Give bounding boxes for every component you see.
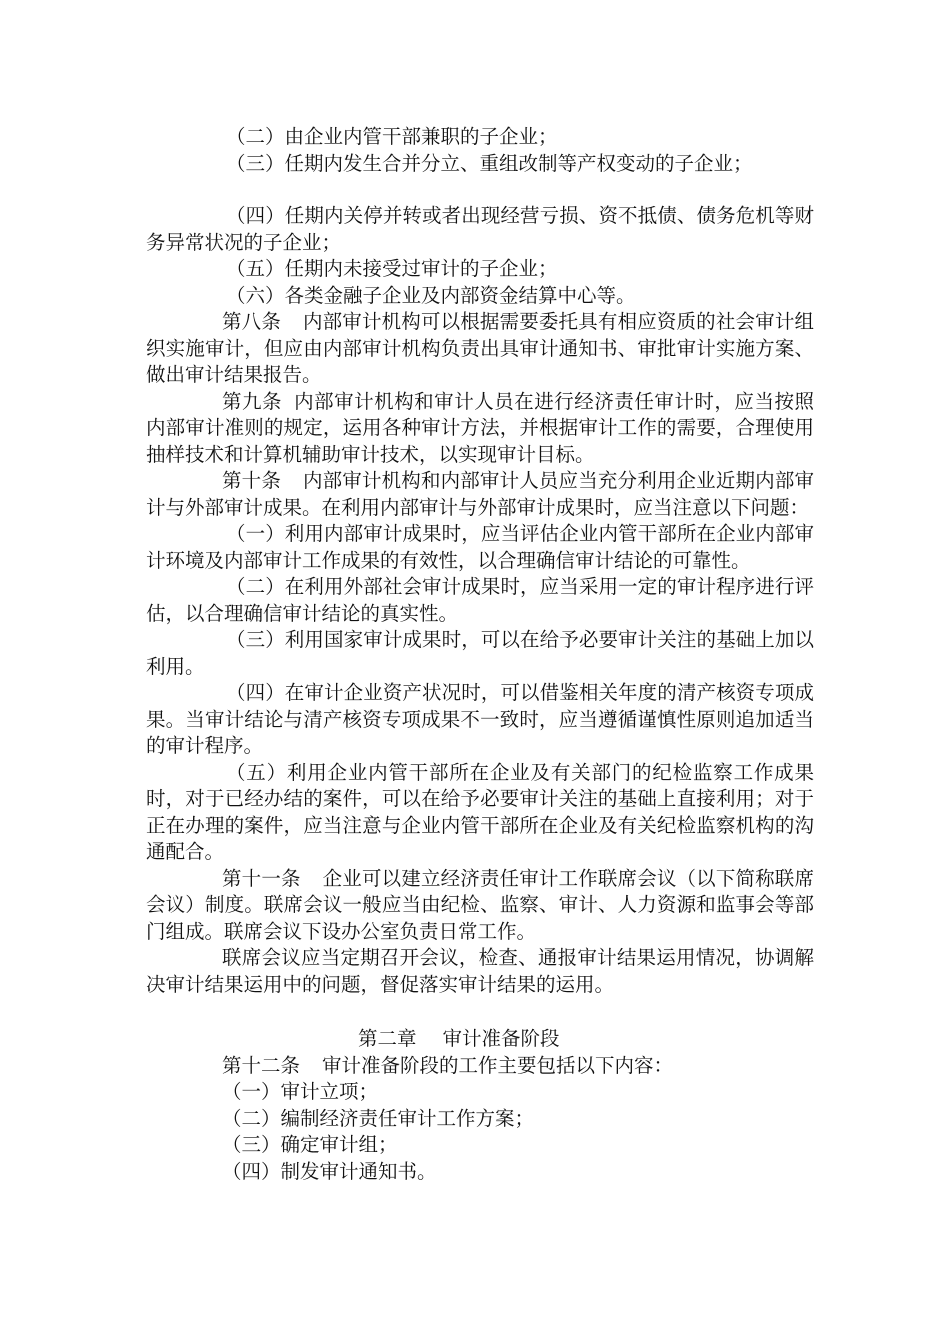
list-item: （一）利用内部审计成果时，应当评估企业内管干部所在企业内部审计环境及内部审计工作成果的有效性，以合理确信审计结论的可靠性。 [146, 522, 814, 572]
paragraph-gap [146, 998, 814, 1026]
list-item: （四）在审计企业资产状况时，可以借鉴相关年度的清产核资专项成果。当审计结论与清产核资专项成果不一致时，应当遵循谨慎性原则追加适当的审计程序。 [146, 681, 814, 757]
list-item: （三）确定审计组； [222, 1133, 398, 1156]
list-item: （六）各类金融子企业及内部资金结算中心等。 [226, 283, 636, 307]
article-heading: 第九条 [222, 389, 283, 413]
article-text: 审计准备阶段的工作主要包括以下内容： [322, 1053, 674, 1077]
article-text: 内部审计机构和内部审计人员应当充分利用企业近期内部审计与外部审计成果。在利用内部审计与外部审计成果时，应当注意以下问题： [146, 469, 814, 519]
article-heading: 第十一条 [222, 866, 301, 890]
list-item: （二）由企业内管干部兼职的子企业； [226, 125, 558, 148]
document-body [146, 124, 814, 1185]
chapter-number: 第二章 [358, 1027, 417, 1050]
article-heading: 第八条 [222, 310, 281, 333]
article-11-paragraph-2: 联席会议应当定期召开会议，检查、通报审计结果运用情况，协调解决审计结果运用中的问题，督促落实审计结果的运用。 [146, 946, 814, 996]
article-10 [146, 468, 814, 521]
list-item: （五）任期内未接受过审计的子企业； [226, 257, 558, 280]
list-item: （二）在利用外部社会审计成果时，应当采用一定的审计程序进行评估，以合理确信审计结论的真实性。 [146, 575, 814, 625]
list-item: （二）编制经济责任审计工作方案； [222, 1106, 535, 1130]
article-8 [146, 309, 814, 389]
list-item: （五）利用企业内管干部所在企业及有关部门的纪检监察工作成果时，对于已经办结的案件，可以在给予必要审计关注的基础上直接利用；对于正在办理的案件，应当注意与企业内管干部所在企业及有关纪检监察机构的沟通配合。 [146, 760, 814, 863]
list-item: （四）任期内关停并转或者出现经营亏损、资不抵债、债务危机等财务异常状况的子企业； [146, 204, 814, 254]
article-9 [146, 389, 814, 469]
list-item: （三）任期内发生合并分立、重组改制等产权变动的子企业； [226, 151, 753, 175]
chapter-heading [146, 1026, 814, 1053]
article-text: 内部审计机构和审计人员在进行经济责任审计时，应当按照内部审计准则的规定，运用各种审计方法，并根据审计工作的需要，合理使用抽样技术和计算机辅助审计技术，以实现审计目标。 [146, 389, 814, 466]
article-text: 内部审计机构可以根据需要委托具有相应资质的社会审计组织实施审计，但应由内部审计机构负责出具审计通知书、审批审计实施方案、做出审计结果报告。 [146, 310, 814, 386]
article-12 [146, 1053, 814, 1080]
article-text: 企业可以建立经济责任审计工作联席会议（以下简称联席会议）制度。联席会议一般应当由纪检、监察、审计、人力资源和监事会等部门组成。联席会议下设办公室负责日常工作。 [146, 866, 814, 943]
chapter-title: 审计准备阶段 [442, 1027, 560, 1050]
article-heading: 第十条 [222, 469, 281, 492]
list-item: （一）审计立项； [222, 1080, 379, 1103]
article-heading: 第十二条 [222, 1053, 301, 1077]
list-item: （三）利用国家审计成果时，可以在给予必要审计关注的基础上加以利用。 [146, 628, 814, 678]
list-item: （四）制发审计通知书。 [222, 1159, 437, 1183]
article-11 [146, 866, 814, 946]
paragraph-gap [146, 177, 814, 203]
